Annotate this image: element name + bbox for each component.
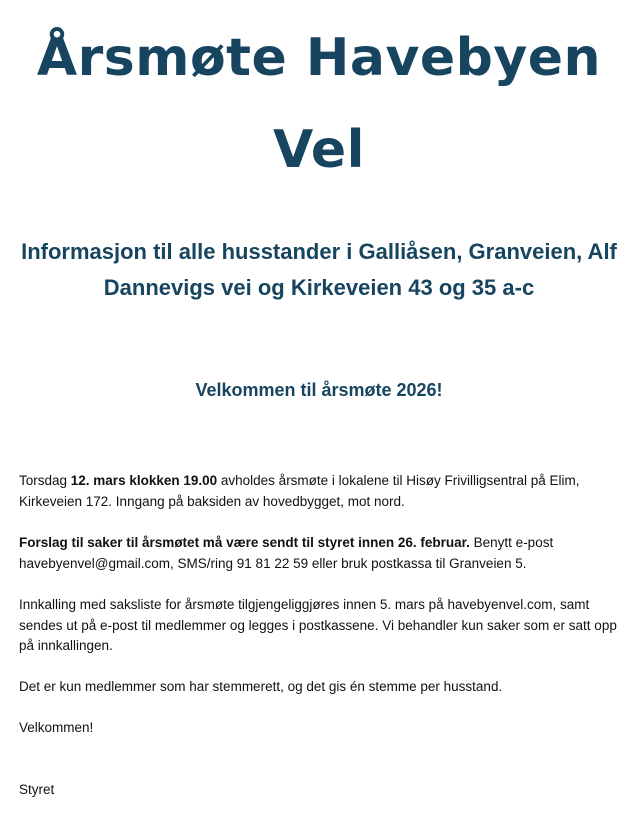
proposal-deadline-paragraph bbox=[19, 533, 619, 574]
proposal-deadline: Forslag til saker til årsmøtet må være sendt til styret innen 26. februar. bbox=[19, 535, 470, 550]
meeting-time-paragraph bbox=[19, 471, 619, 512]
welcome-heading: Velkommen til årsmøte 2026! bbox=[195, 380, 443, 400]
voting-rights-paragraph: Det er kun medlemmer som har stemmerett, og det gis én stemme per husstand. bbox=[19, 679, 503, 694]
document-title: Årsmøte Havebyen Vel bbox=[36, 28, 602, 180]
agenda-paragraph: Innkalling med saksliste for årsmøte tilgjengeliggjøres innen 5. mars på havebyenvel.com, samt sendes ut på e-post til medlemmer og legges i postkassene. Vi behandler kun saker som er satt opp på innkallingen. bbox=[19, 597, 617, 653]
signature-text: Styret bbox=[19, 782, 55, 797]
contact-info-text: Benytt e-post havebyenvel@gmail.com, SMS/ring 91 81 22 59 eller bruk postkassa til Granveien 5. bbox=[19, 535, 554, 571]
meeting-location-text: avholdes årsmøte i lokalene til Hisøy Frivilligsentral på Elim, Kirkeveien 172. Inngang på baksiden av hovedbygget, mot nord. bbox=[19, 473, 580, 509]
meeting-date-time: 12. mars klokken 19.00 bbox=[70, 473, 218, 488]
document-subtitle: Informasjon til alle husstander i Galliåsen, Granveien, Alf Dannevigs vei og Kirkeveien 43 og 35 a-c bbox=[21, 239, 617, 300]
closing-text: Velkommen! bbox=[19, 720, 94, 735]
meeting-time-intro: Torsdag bbox=[19, 473, 71, 488]
